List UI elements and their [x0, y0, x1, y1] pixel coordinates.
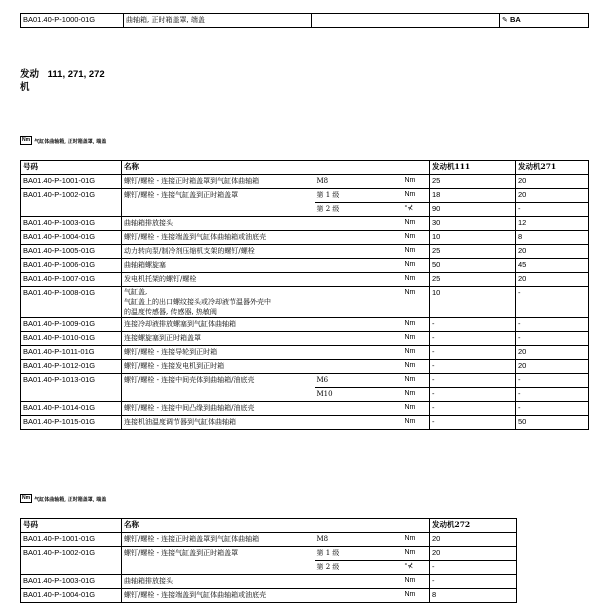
spec: M8 [315, 533, 403, 547]
doc-header-blank [312, 14, 500, 28]
part-number: BA01.40-P-1013-01G [21, 374, 122, 388]
torque-value-2: - [516, 374, 589, 388]
table-row [21, 374, 589, 388]
part-name [122, 388, 315, 402]
part-name [122, 287, 315, 318]
section1-title: 气缸体曲轴箱, 正时箱盖罩, 端盖 [34, 139, 107, 145]
spec: M8 [315, 175, 403, 189]
part-name: 螺钉/螺栓 - 连接发电机到正时箱 [122, 360, 315, 374]
part-number: BA01.40-P-1001-01G [21, 533, 122, 547]
spec [315, 217, 403, 231]
part-name: 螺钉/螺栓 - 连接气缸盖到正时箱盖罩 [122, 189, 315, 203]
part-number: BA01.40-P-1004-01G [21, 589, 122, 603]
spec [315, 231, 403, 245]
col-header-number: 号码 [21, 519, 122, 533]
col-header-spec [315, 161, 403, 175]
spec [315, 332, 403, 346]
part-number [21, 561, 122, 575]
torque-value-2: 12 [516, 217, 589, 231]
part-name: 曲轴箱排放接头 [122, 217, 315, 231]
torque-value-1: - [430, 332, 516, 346]
part-name: 连接机油温度调节器到气缸体曲轴箱 [122, 416, 315, 430]
torque-value-2: - [516, 287, 589, 318]
unit: Nm [403, 388, 430, 402]
part-number: BA01.40-P-1012-01G [21, 360, 122, 374]
torque-value-1: - [430, 388, 516, 402]
unit: Nm [403, 332, 430, 346]
unit: Nm [403, 245, 430, 259]
part-number: BA01.40-P-1002-01G [21, 189, 122, 203]
table-row [21, 273, 589, 287]
part-number: BA01.40-P-1004-01G [21, 231, 122, 245]
torque-value-1: - [430, 374, 516, 388]
torque-value-2: - [516, 318, 589, 332]
torque-icon: Nm [22, 495, 31, 502]
part-name: 螺钉/螺栓 - 连接端盖到气缸体曲轴箱或油底壳 [122, 231, 315, 245]
col-header-engine111: 发动机111 [430, 161, 516, 175]
torque-value-2: - [516, 388, 589, 402]
spec [315, 589, 403, 603]
part-number: BA01.40-P-1014-01G [21, 402, 122, 416]
table-row [21, 561, 517, 575]
torque-value-1: 25 [430, 175, 516, 189]
part-name-line: 气缸盖上的出口螺纹接头或冷却液节温器外壳中 [124, 298, 271, 306]
spec: 第 1 级 [315, 189, 403, 203]
table-row [21, 547, 517, 561]
unit: Nm [403, 402, 430, 416]
torque-value-1: - [430, 346, 516, 360]
doc-number: BA01.40-P-1000-01G [21, 14, 124, 28]
engine-heading [20, 68, 140, 94]
torque-value-1: - [430, 360, 516, 374]
part-number: BA01.40-P-1007-01G [21, 273, 122, 287]
part-name: 曲轴箱排放接头 [122, 575, 315, 589]
part-number: BA01.40-P-1005-01G [21, 245, 122, 259]
torque-value-1: 20 [430, 547, 517, 561]
spec [315, 245, 403, 259]
part-name: 螺钉/螺栓 - 连接正时箱盖罩到气缸体曲轴箱 [122, 533, 315, 547]
unit: Nm [403, 189, 430, 203]
part-number: BA01.40-P-1009-01G [21, 318, 122, 332]
unit: Nm [403, 287, 430, 318]
part-number: BA01.40-P-1002-01G [21, 547, 122, 561]
table-row [21, 346, 589, 360]
spec [315, 287, 403, 318]
part-number: BA01.40-P-1011-01G [21, 346, 122, 360]
table-row [21, 318, 589, 332]
spec: M6 [315, 374, 403, 388]
part-name: 螺钉/螺栓 - 连接正时箱盖罩到气缸体曲轴箱 [122, 175, 315, 189]
unit: Nm [403, 231, 430, 245]
col-header-unit [403, 161, 430, 175]
spec [315, 318, 403, 332]
torque-value-2: 20 [516, 360, 589, 374]
torque-icon: Nm [22, 137, 31, 144]
part-number: BA01.40-P-1003-01G [21, 575, 122, 589]
col-header-engine271: 发动机271 [516, 161, 589, 175]
part-number: BA01.40-P-1008-01G [21, 287, 122, 318]
part-name-line: 的温度传感器, 传感器, 热敏阀 [124, 308, 217, 316]
part-name-line: 气缸盖, [124, 288, 148, 296]
spec [315, 360, 403, 374]
torque-value-1: 90 [430, 203, 516, 217]
spec [315, 273, 403, 287]
torque-value-1: - [430, 575, 517, 589]
table-row [21, 175, 589, 189]
spec: 第 2 级 [315, 203, 403, 217]
table-row [21, 203, 589, 217]
part-number [21, 203, 122, 217]
col-header-engine272: 发动机272 [430, 519, 517, 533]
torque-value-2: 20 [516, 273, 589, 287]
col-header-unit [403, 519, 430, 533]
torque-value-1: - [430, 416, 516, 430]
unit: Nm [403, 589, 430, 603]
spec: M10 [315, 388, 403, 402]
table-row [21, 245, 589, 259]
unit: Nm [403, 175, 430, 189]
doc-tag[interactable] [500, 14, 589, 28]
engine-heading-codes: 111, 271, 272 [47, 69, 105, 80]
torque-value-1: 18 [430, 189, 516, 203]
spec [315, 416, 403, 430]
section1-heading [20, 136, 106, 145]
part-name [122, 561, 315, 575]
torque-value-1: 20 [430, 533, 517, 547]
engine-heading-label: 发动 [20, 69, 40, 80]
torque-value-2: - [516, 402, 589, 416]
part-name: 发电机托架的螺钉/螺栓 [122, 273, 315, 287]
torque-value-1: 50 [430, 259, 516, 273]
spec [315, 402, 403, 416]
doc-title: 曲轴箱, 正时箱盖罩, 端盖 [124, 14, 312, 28]
part-number: BA01.40-P-1001-01G [21, 175, 122, 189]
section2-heading [20, 494, 106, 503]
spec [315, 259, 403, 273]
doc-header-table [20, 13, 589, 28]
doc-tag-label: BA [509, 15, 521, 24]
unit: Nm [403, 374, 430, 388]
table-row [21, 589, 517, 603]
part-name: 连接冷却液排放螺塞到气缸体曲轴箱 [122, 318, 315, 332]
col-header-number: 号码 [21, 161, 122, 175]
torque-value-2: - [516, 203, 589, 217]
table-row [21, 402, 589, 416]
unit: Nm [403, 273, 430, 287]
part-name: 曲轴箱螺旋塞 [122, 259, 315, 273]
table-row [21, 231, 589, 245]
torque-value-1: 10 [430, 287, 516, 318]
table-row [21, 259, 589, 273]
table-row [21, 189, 589, 203]
part-name: 螺钉/螺栓 - 连接中间凸缘到曲轴箱/油底壳 [122, 402, 315, 416]
spec: 第 1 级 [315, 547, 403, 561]
table-row [21, 416, 589, 430]
col-header-name: 名称 [122, 519, 315, 533]
torque-value-2: 20 [516, 346, 589, 360]
section2-title: 气缸体曲轴箱, 正时箱盖罩, 端盖 [34, 497, 107, 503]
torque-value-1: 10 [430, 231, 516, 245]
spec [315, 575, 403, 589]
unit: Nm [403, 259, 430, 273]
table-row [21, 360, 589, 374]
part-number: BA01.40-P-1003-01G [21, 217, 122, 231]
torque-value-1: 30 [430, 217, 516, 231]
spec [315, 346, 403, 360]
torque-value-2: 20 [516, 175, 589, 189]
unit: °⊀ [403, 561, 430, 575]
part-number: BA01.40-P-1015-01G [21, 416, 122, 430]
torque-value-2: 20 [516, 245, 589, 259]
torque-value-1: - [430, 318, 516, 332]
part-name: 螺钉/螺栓 - 连接气缸盖到正时箱盖罩 [122, 547, 315, 561]
spec: 第 2 级 [315, 561, 403, 575]
part-name [122, 203, 315, 217]
table-row [21, 332, 589, 346]
unit: Nm [403, 217, 430, 231]
table-row [21, 575, 517, 589]
unit: Nm [403, 533, 430, 547]
torque-value-1: 8 [430, 589, 517, 603]
col-header-name: 名称 [122, 161, 315, 175]
unit: °⊀ [403, 203, 430, 217]
wrench-icon: ✎ [502, 17, 508, 24]
unit: Nm [403, 416, 430, 430]
part-number: BA01.40-P-1006-01G [21, 259, 122, 273]
part-number: BA01.40-P-1010-01G [21, 332, 122, 346]
torque-value-2: - [516, 332, 589, 346]
torque-value-2: 8 [516, 231, 589, 245]
part-name: 螺钉/螺栓 - 连接中间壳体到曲轴箱/油底壳 [122, 374, 315, 388]
unit: Nm [403, 318, 430, 332]
col-header-spec [315, 519, 403, 533]
torque-table-1 [20, 160, 589, 430]
torque-value-1: - [430, 402, 516, 416]
table-row [21, 388, 589, 402]
unit: Nm [403, 575, 430, 589]
engine-heading-label-2: 机 [20, 82, 30, 93]
unit: Nm [403, 360, 430, 374]
table-row [21, 533, 517, 547]
unit: Nm [403, 547, 430, 561]
torque-value-1: 25 [430, 273, 516, 287]
torque-value-2: 20 [516, 189, 589, 203]
torque-value-1: - [430, 561, 517, 575]
part-name: 螺钉/螺栓 - 连接端盖到气缸体曲轴箱或油底壳 [122, 589, 315, 603]
part-name: 动力转向泵/制冷剂压缩机支架的螺钉/螺栓 [122, 245, 315, 259]
torque-value-2: 45 [516, 259, 589, 273]
torque-value-2: 50 [516, 416, 589, 430]
table-row [21, 287, 589, 318]
torque-value-1: 25 [430, 245, 516, 259]
unit: Nm [403, 346, 430, 360]
part-number [21, 388, 122, 402]
part-name: 螺钉/螺栓 - 连接导轮到正时箱 [122, 346, 315, 360]
table-row [21, 217, 589, 231]
part-name: 连接螺旋塞到正时箱盖罩 [122, 332, 315, 346]
torque-table-2 [20, 518, 517, 603]
